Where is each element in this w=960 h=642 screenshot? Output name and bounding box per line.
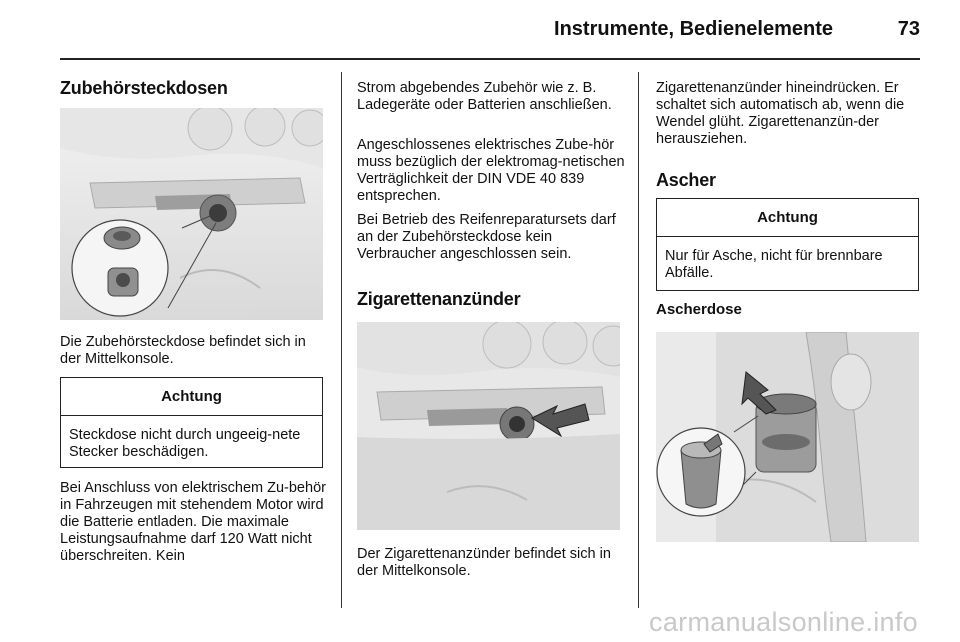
paragraph-charger-note: Strom abgebendes Zubehör wie z. B. Ladegeräte oder Batterien anschließen. bbox=[357, 80, 612, 113]
paragraph-tyre-repair-note: Bei Betrieb des Reifenreparatursets darf an der Zubehörsteckdose kein Verbraucher angeschlossen sein. bbox=[357, 212, 616, 262]
paragraph-battery-warning: Bei Anschluss von elektrischem Zu-behör in Fahrzeugen mit stehendem Motor wird die Batterie entladen. Die maximale Leistungsaufnahme darf 120 Watt nicht überschreiten. Kein bbox=[60, 480, 326, 564]
figure-accessory-socket bbox=[60, 108, 323, 320]
paragraph-socket-location: Die Zubehörsteckdose befindet sich in der Mittelkonsole. bbox=[60, 334, 306, 367]
figure-ashtray bbox=[656, 332, 919, 542]
notice-body: Steckdose nicht durch ungeeig-nete Stecker beschädigen. bbox=[69, 427, 301, 460]
notice-title: Achtung bbox=[61, 378, 322, 416]
notice-title: Achtung bbox=[657, 199, 918, 237]
section-heading-cigarette-lighter: Zigarettenanzünder bbox=[357, 289, 521, 309]
paragraph-lighter-location: Der Zigarettenanzünder befindet sich in der Mittelkonsole. bbox=[357, 546, 611, 579]
section-heading-ashtray: Ascher bbox=[656, 170, 716, 190]
column-divider-1 bbox=[341, 72, 342, 608]
header-rule bbox=[60, 58, 920, 60]
notice-box-socket bbox=[60, 377, 323, 468]
notice-body: Nur für Asche, nicht für brennbare Abfälle. bbox=[665, 248, 883, 281]
figure-cigarette-lighter bbox=[357, 322, 620, 530]
watermark: carmanualsonline.info bbox=[649, 607, 918, 637]
subheading-ashtray-cup: Ascherdose bbox=[656, 301, 742, 318]
notice-box-ashtray bbox=[656, 198, 919, 291]
paragraph-emc-note: Angeschlossenes elektrisches Zube-hör muss bezüglich der elektromag-netischen Verträglichkeit der DIN VDE 40 839 entsprechen. bbox=[357, 137, 625, 204]
paragraph-lighter-usage: Zigarettenanzünder hineindrücken. Er schaltet sich automatisch ab, wenn die Wendel glüht. Zigarettenanzün-der herausziehen. bbox=[656, 80, 905, 147]
page-number: 73 bbox=[897, 18, 920, 40]
page-header-title: Instrumente, Bedienelemente bbox=[554, 18, 833, 40]
section-heading-accessory-socket: Zubehörsteckdosen bbox=[60, 78, 228, 98]
column-divider-2 bbox=[638, 72, 639, 608]
